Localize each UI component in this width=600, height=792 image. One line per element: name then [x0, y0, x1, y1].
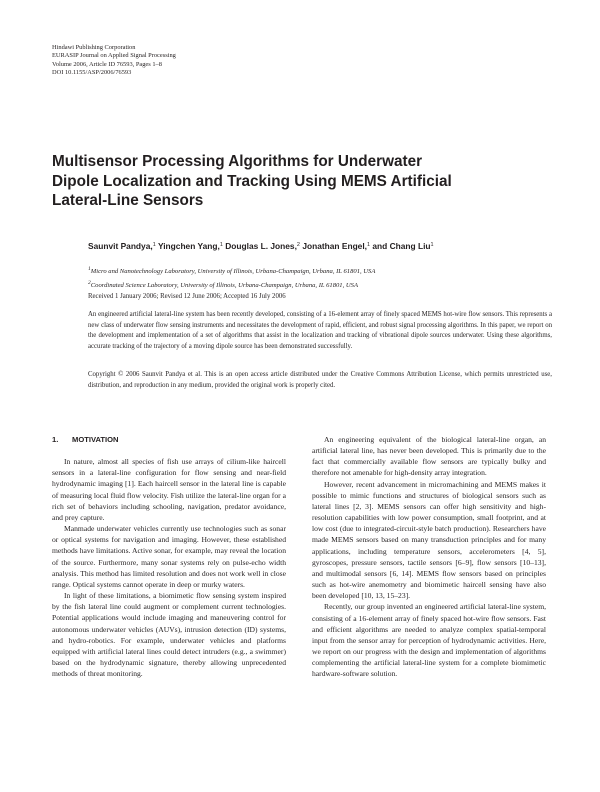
title-line: Lateral-Line Sensors — [52, 192, 204, 209]
publisher: Hindawi Publishing Corporation — [52, 44, 136, 51]
paper-title — [52, 152, 552, 211]
left-column — [52, 434, 286, 679]
section-heading — [52, 434, 286, 445]
copyright-notice: Copyright © 2006 Saunvit Pandya et al. This is an open access article distributed under the Creative Commons Attribution License, which permits unrestricted use, distribution, and reproduction in any medium, provided the original work is properly cited. — [88, 371, 552, 389]
abstract: An engineered artificial lateral-line system has been recently developed, consisting of a 16-element array of finely spaced MEMS hot-wire flow sensors. This represents a new class of underwater flow sensing instruments and necessitates the development of rapid, efficient, and robust signal processing algorithms. In this paper, we report on the development and implementation of a set of algorithms that assist in the localization and tracking of vibrational dipole sources underwater. Using these algorithms, accurate tracking of the trajectory of a moving dipole source has been demonstrated successfully. — [88, 311, 552, 350]
affiliation-mark: 1 — [430, 242, 434, 248]
journal-name: EURASIP Journal on Applied Signal Processing — [52, 52, 176, 60]
affiliation-mark: 1 — [88, 266, 91, 272]
author-name: Douglas L. Jones, — [225, 241, 297, 251]
body-paragraph: In light of these limitations, a biomimetic flow sensing system inspired by the fish lateral line could augment or complement current technologies. Potential applications would include imaging and maneuvering control for autonomous underwater vehicles (AUVs), intrusion detection (ID) systems, and hydro-robotics. For example, underwater vehicles and platforms equipped with artificial lateral lines could detect intruders (e.g., a swimmer) based on the hydrodynamic signature, thereby allowing unprecedented methods of threat monitoring. — [52, 591, 286, 679]
author-list — [88, 241, 568, 251]
doi: DOI 10.1155/ASP/2006/76593 — [52, 69, 132, 77]
body-paragraph: An engineering equivalent of the biological lateral-line organ, an artificial lateral line, has never been developed. This is primarily due to the fact that commercially available flow sensors are typically bulky and therefore not amenable for high-density array integration. — [312, 435, 546, 478]
author-name: Yingchen Yang, — [157, 241, 220, 251]
section-title: MOTIVATION — [72, 435, 119, 444]
section-number: 1. — [52, 435, 59, 444]
affiliation-mark: 1 — [367, 242, 371, 248]
body-paragraph: In nature, almost all species of fish use arrays of cilium-like haircell sensors in a lateral-line configuration for flow sensing and near-field hydrodynamic imaging [1]. Each haircell sensor in the lateral line is capable of measuring local fluid flow velocity. Fish utilize the lateral-line organ for a rich set of behaviors including schooling, navigation, predator avoidance, and prey capture. — [52, 457, 286, 522]
author-name: and Chang Liu — [372, 241, 431, 251]
affiliation: $^2$Coordinated Science Laboratory, University of Illinois, Urbana-Champaign, Urbana, IL 61801, USA — [88, 279, 358, 289]
affiliations — [88, 264, 375, 291]
affiliation: $^1$Micro and Nanotechnology Laboratory, University of Illinois, Urbana-Champaign, Urbana, IL 61801, USA — [88, 266, 376, 275]
journal-header — [52, 44, 176, 78]
body-paragraph: However, recent advancement in micromachining and MEMS makes it possible to mimic functions and structures of biological sensors such as lateral lines [2, 3]. MEMS sensors can offer high sensitivity and high-resolution capabilities with low power consumption, small footprint, and at low cost (due to integrated-circuit-style batch production). Researchers have made MEMS sensors based on many transduction principles and for many applications, including temperature sensors, accelerometers [4, 5], gyroscopes, pressure sensors, tactile sensors [6–9], flow sensors [10–13], and multimodal sensors [6, 14]. MEMS flow sensors based on principles such as hot-wire anemometry and biomimetic haircell sensing have also been developed [10, 13, 15–23]. — [312, 479, 546, 601]
volume-line: Volume 2006, Article ID 76593, Pages 1–8 — [52, 60, 162, 68]
author-name: Jonathan Engel, — [302, 241, 367, 251]
title-line: Dipole Localization and Tracking Using MEMS Artificial — [52, 172, 452, 190]
affiliation-mark: 2 — [296, 242, 300, 248]
body-paragraph: Manmade underwater vehicles currently use technologies such as sonar or optical systems for navigation and imaging. However, these established methods have limitations. Active sonar, for example, may reveal the location of the source. Furthermore, many sonar systems rely on pulse-echo width analysis. This method has limited resolution and does not work well in close range. Optical systems cannot operate in deep or murky waters. — [52, 524, 286, 589]
affiliation-mark: 1 — [152, 242, 156, 248]
affiliation-mark: 1 — [219, 242, 223, 248]
right-column — [312, 434, 546, 679]
author-name: Saunvit Pandya, — [88, 241, 153, 251]
received-dates: Received 1 January 2006; Revised 12 June 2006; Accepted 16 July 2006 — [88, 293, 286, 300]
body-paragraph: Recently, our group invented an engineered artificial lateral-line system, consisting of a 16-element array of finely spaced hot-wire flow sensors. Fast and efficient algorithms are needed to analyze complex spatial-temporal input from the sensor array for perception of hydrodynamic activities. Here, we report on our progress with the design and implementation of algorithms complementing the artificial lateral-line system for a complete biomimetic hardware-software solution. — [312, 602, 546, 679]
title-line: Multisensor Processing Algorithms for Underwater — [52, 153, 423, 170]
affiliation-mark: 2 — [88, 279, 91, 286]
